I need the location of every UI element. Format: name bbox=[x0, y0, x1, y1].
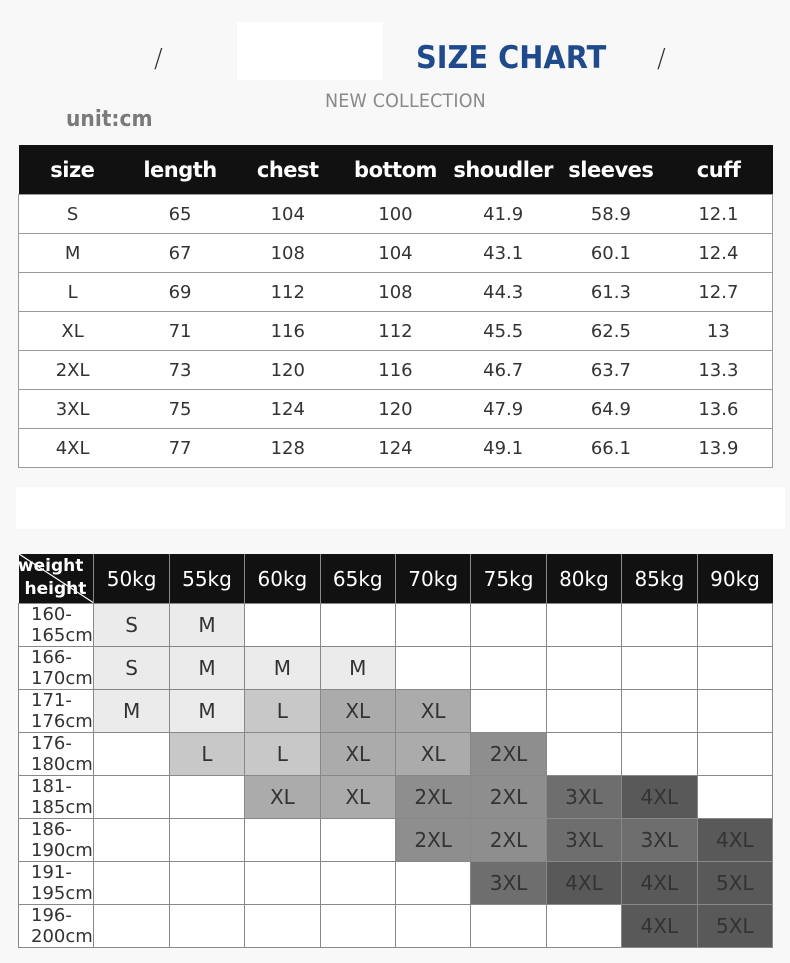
header bbox=[0, 0, 790, 140]
table-cell: 67 bbox=[126, 234, 234, 273]
decorative-slash: / bbox=[154, 44, 163, 74]
table-cell: 120 bbox=[234, 351, 342, 390]
size-recommendation-cell bbox=[546, 905, 621, 948]
table-cell: XL bbox=[19, 312, 127, 351]
size-recommendation-cell bbox=[697, 647, 772, 690]
height-weight-table bbox=[18, 554, 773, 948]
height-row-label: 166-170cm bbox=[19, 647, 94, 690]
table-row bbox=[19, 862, 773, 905]
corner-height-label: height bbox=[24, 579, 87, 599]
table-cell: 71 bbox=[126, 312, 234, 351]
table-row bbox=[19, 776, 773, 819]
size-recommendation-cell bbox=[697, 690, 772, 733]
table-cell: 60.1 bbox=[557, 234, 665, 273]
corner-header-cell bbox=[19, 554, 94, 604]
size-table-header-row bbox=[19, 145, 773, 195]
table-cell: L bbox=[19, 273, 127, 312]
column-header: shoudler bbox=[449, 145, 557, 195]
size-recommendation-cell bbox=[245, 905, 320, 948]
height-row-label: 181-185cm bbox=[19, 776, 94, 819]
table-row bbox=[19, 273, 773, 312]
size-table-body bbox=[19, 195, 773, 468]
table-cell: 49.1 bbox=[449, 429, 557, 468]
size-recommendation-cell bbox=[471, 690, 546, 733]
table-cell: 108 bbox=[234, 234, 342, 273]
weight-table-header-row bbox=[19, 554, 773, 604]
size-recommendation-cell bbox=[94, 819, 169, 862]
table-cell: 124 bbox=[342, 429, 450, 468]
size-recommendation-cell bbox=[471, 647, 546, 690]
table-cell: 3XL bbox=[19, 390, 127, 429]
table-row bbox=[19, 195, 773, 234]
size-recommendation-cell bbox=[395, 604, 470, 647]
table-cell: 13.3 bbox=[665, 351, 773, 390]
size-recommendation-cell: S bbox=[94, 604, 169, 647]
weight-column-header: 50kg bbox=[94, 554, 169, 604]
size-measurement-table bbox=[18, 145, 773, 468]
size-recommendation-cell bbox=[245, 862, 320, 905]
weight-table-body bbox=[19, 604, 773, 948]
table-row bbox=[19, 390, 773, 429]
size-recommendation-cell: XL bbox=[320, 690, 395, 733]
size-recommendation-cell: M bbox=[169, 647, 244, 690]
size-recommendation-cell bbox=[169, 776, 244, 819]
table-cell: 13 bbox=[665, 312, 773, 351]
table-cell: 100 bbox=[342, 195, 450, 234]
size-recommendation-cell: 3XL bbox=[622, 819, 697, 862]
table-cell: 13.9 bbox=[665, 429, 773, 468]
table-row bbox=[19, 429, 773, 468]
size-recommendation-cell bbox=[245, 604, 320, 647]
table-cell: 45.5 bbox=[449, 312, 557, 351]
column-header: cuff bbox=[665, 145, 773, 195]
table-cell: 120 bbox=[342, 390, 450, 429]
subtitle: NEW COLLECTION bbox=[325, 90, 486, 112]
size-recommendation-cell bbox=[169, 905, 244, 948]
table-cell: 63.7 bbox=[557, 351, 665, 390]
table-cell: 73 bbox=[126, 351, 234, 390]
column-header: bottom bbox=[342, 145, 450, 195]
table-cell: 41.9 bbox=[449, 195, 557, 234]
size-recommendation-cell: 4XL bbox=[697, 819, 772, 862]
table-cell: 128 bbox=[234, 429, 342, 468]
size-recommendation-cell bbox=[94, 862, 169, 905]
size-recommendation-cell: 2XL bbox=[395, 819, 470, 862]
column-header: length bbox=[126, 145, 234, 195]
height-row-label: 176-180cm bbox=[19, 733, 94, 776]
height-row-label: 186-190cm bbox=[19, 819, 94, 862]
size-recommendation-cell: 5XL bbox=[697, 905, 772, 948]
size-recommendation-cell bbox=[622, 604, 697, 647]
table-row bbox=[19, 604, 773, 647]
column-header: size bbox=[19, 145, 127, 195]
size-recommendation-cell: 5XL bbox=[697, 862, 772, 905]
weight-column-header: 80kg bbox=[546, 554, 621, 604]
size-recommendation-cell: XL bbox=[320, 733, 395, 776]
table-cell: M bbox=[19, 234, 127, 273]
table-cell: 104 bbox=[234, 195, 342, 234]
table-row bbox=[19, 647, 773, 690]
size-recommendation-cell: XL bbox=[245, 776, 320, 819]
size-recommendation-cell: XL bbox=[395, 733, 470, 776]
size-recommendation-cell: 2XL bbox=[395, 776, 470, 819]
table-cell: 104 bbox=[342, 234, 450, 273]
height-row-label: 196-200cm bbox=[19, 905, 94, 948]
table-cell: 108 bbox=[342, 273, 450, 312]
size-recommendation-cell: M bbox=[320, 647, 395, 690]
table-cell: 112 bbox=[234, 273, 342, 312]
table-cell: 44.3 bbox=[449, 273, 557, 312]
size-recommendation-cell: 3XL bbox=[471, 862, 546, 905]
size-recommendation-cell bbox=[94, 776, 169, 819]
size-recommendation-cell bbox=[395, 862, 470, 905]
table-cell: 58.9 bbox=[557, 195, 665, 234]
table-cell: 61.3 bbox=[557, 273, 665, 312]
table-cell: 43.1 bbox=[449, 234, 557, 273]
corner-weight-label: weight bbox=[17, 556, 84, 576]
size-recommendation-cell: 2XL bbox=[471, 776, 546, 819]
table-cell: 116 bbox=[234, 312, 342, 351]
table-row bbox=[19, 312, 773, 351]
size-recommendation-cell: 3XL bbox=[546, 776, 621, 819]
size-recommendation-cell bbox=[546, 690, 621, 733]
table-cell: 13.6 bbox=[665, 390, 773, 429]
size-recommendation-cell: L bbox=[245, 690, 320, 733]
size-recommendation-cell bbox=[697, 776, 772, 819]
size-recommendation-cell bbox=[546, 604, 621, 647]
divider-band bbox=[16, 487, 785, 529]
size-recommendation-cell: L bbox=[245, 733, 320, 776]
weight-column-header: 60kg bbox=[245, 554, 320, 604]
column-header: chest bbox=[234, 145, 342, 195]
table-cell: 124 bbox=[234, 390, 342, 429]
size-recommendation-cell: M bbox=[169, 604, 244, 647]
size-recommendation-cell: 4XL bbox=[622, 905, 697, 948]
table-row bbox=[19, 733, 773, 776]
table-cell: 66.1 bbox=[557, 429, 665, 468]
logo-placeholder bbox=[237, 22, 383, 80]
size-recommendation-cell bbox=[320, 905, 395, 948]
size-recommendation-cell: XL bbox=[320, 776, 395, 819]
size-recommendation-cell bbox=[546, 733, 621, 776]
table-cell: 4XL bbox=[19, 429, 127, 468]
table-cell: 112 bbox=[342, 312, 450, 351]
height-row-label: 160-165cm bbox=[19, 604, 94, 647]
weight-column-header: 70kg bbox=[395, 554, 470, 604]
height-row-label: 171-176cm bbox=[19, 690, 94, 733]
table-cell: 65 bbox=[126, 195, 234, 234]
table-cell: 12.1 bbox=[665, 195, 773, 234]
table-cell: 2XL bbox=[19, 351, 127, 390]
table-row bbox=[19, 905, 773, 948]
table-cell: 62.5 bbox=[557, 312, 665, 351]
table-cell: 77 bbox=[126, 429, 234, 468]
table-row bbox=[19, 819, 773, 862]
table-row bbox=[19, 690, 773, 733]
size-recommendation-cell: M bbox=[169, 690, 244, 733]
size-recommendation-cell bbox=[697, 733, 772, 776]
size-recommendation-cell: M bbox=[94, 690, 169, 733]
table-cell: 12.7 bbox=[665, 273, 773, 312]
table-row bbox=[19, 351, 773, 390]
size-recommendation-cell: 2XL bbox=[471, 819, 546, 862]
size-recommendation-cell: L bbox=[169, 733, 244, 776]
size-recommendation-cell bbox=[622, 690, 697, 733]
unit-label: unit:cm bbox=[66, 107, 153, 132]
size-recommendation-cell bbox=[320, 604, 395, 647]
size-recommendation-cell bbox=[395, 905, 470, 948]
height-row-label: 191-195cm bbox=[19, 862, 94, 905]
weight-column-header: 55kg bbox=[169, 554, 244, 604]
size-recommendation-cell: M bbox=[245, 647, 320, 690]
weight-column-header: 90kg bbox=[697, 554, 772, 604]
decorative-slash: / bbox=[657, 44, 666, 74]
size-recommendation-cell bbox=[697, 604, 772, 647]
size-recommendation-cell: 4XL bbox=[546, 862, 621, 905]
size-recommendation-cell: 4XL bbox=[622, 862, 697, 905]
size-recommendation-cell bbox=[471, 905, 546, 948]
size-recommendation-cell bbox=[320, 862, 395, 905]
table-cell: 116 bbox=[342, 351, 450, 390]
table-cell: 12.4 bbox=[665, 234, 773, 273]
page-title: SIZE CHART bbox=[416, 40, 607, 76]
table-cell: S bbox=[19, 195, 127, 234]
size-recommendation-cell bbox=[395, 647, 470, 690]
size-recommendation-cell: 4XL bbox=[622, 776, 697, 819]
size-recommendation-cell: S bbox=[94, 647, 169, 690]
table-cell: 47.9 bbox=[449, 390, 557, 429]
weight-column-header: 65kg bbox=[320, 554, 395, 604]
weight-column-header: 85kg bbox=[622, 554, 697, 604]
table-row bbox=[19, 234, 773, 273]
size-recommendation-cell bbox=[471, 604, 546, 647]
size-recommendation-cell bbox=[94, 905, 169, 948]
size-recommendation-cell bbox=[622, 647, 697, 690]
size-recommendation-cell: 2XL bbox=[471, 733, 546, 776]
table-cell: 64.9 bbox=[557, 390, 665, 429]
table-cell: 46.7 bbox=[449, 351, 557, 390]
size-recommendation-cell bbox=[169, 819, 244, 862]
size-recommendation-cell: 3XL bbox=[546, 819, 621, 862]
size-recommendation-cell: XL bbox=[395, 690, 470, 733]
size-recommendation-cell bbox=[320, 819, 395, 862]
table-cell: 69 bbox=[126, 273, 234, 312]
size-recommendation-cell bbox=[94, 733, 169, 776]
size-recommendation-cell bbox=[245, 819, 320, 862]
size-recommendation-cell bbox=[622, 733, 697, 776]
size-recommendation-cell bbox=[546, 647, 621, 690]
column-header: sleeves bbox=[557, 145, 665, 195]
weight-column-header: 75kg bbox=[471, 554, 546, 604]
size-recommendation-cell bbox=[169, 862, 244, 905]
table-cell: 75 bbox=[126, 390, 234, 429]
